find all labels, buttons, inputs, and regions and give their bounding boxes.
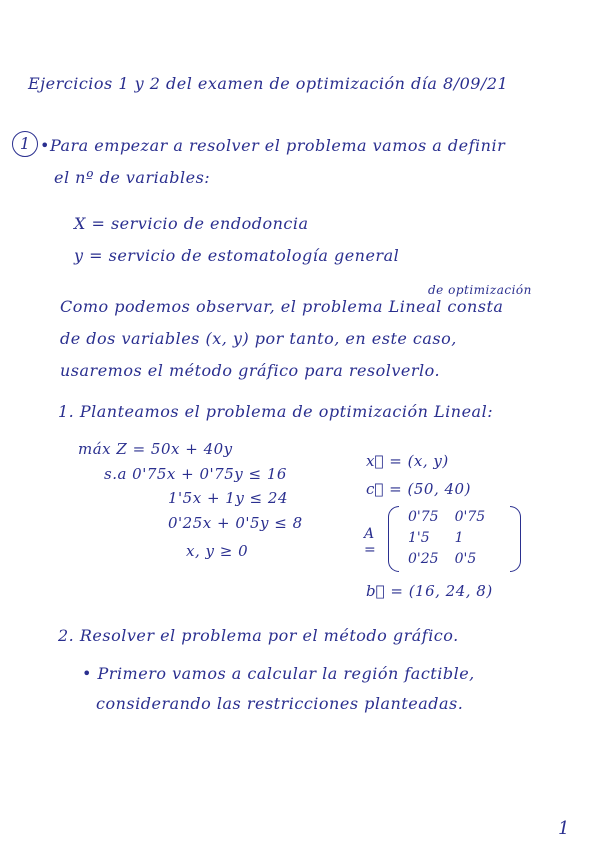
intro-line-2: el nº de variables:: [54, 168, 211, 187]
constraint-1: s.a 0'75x + 0'75y ≤ 16: [104, 465, 287, 483]
matrix-cell: 0'75: [454, 508, 486, 525]
exercise-number: 1: [12, 131, 38, 157]
matrix-cell: 0'25: [408, 550, 439, 567]
method-line-1: Como podemos observar, el problema Lineal consta: [60, 297, 504, 316]
bullet-line-1: • Primero vamos a calcular la región factible,: [82, 664, 475, 683]
step-1-heading: 1. Planteamos el problema de optimización Lineal:: [58, 402, 494, 421]
variable-y-definition: y = servicio de estomatología general: [74, 246, 400, 265]
matrix-cell: 0'75: [408, 508, 439, 525]
matrix-a-label: A =: [364, 526, 376, 558]
method-line-2: de dos variables (x, y) por tanto, en este caso,: [60, 329, 457, 348]
intro-line-1: •Para empezar a resolver el problema vamos a definir: [40, 136, 506, 155]
step-2-heading: 2. Resolver el problema por el método gráfico.: [58, 626, 459, 645]
variable-x-definition: X = servicio de endodoncia: [74, 214, 309, 233]
non-negativity: x, y ≥ 0: [186, 542, 249, 560]
constraint-3: 0'25x + 0'5y ≤ 8: [168, 514, 303, 532]
vector-b: b⃗ = (16, 24, 8): [366, 582, 493, 600]
constraint-2: 1'5x + 1y ≤ 24: [168, 489, 288, 507]
matrix-a-table: [400, 506, 493, 569]
right-bracket: [510, 506, 521, 572]
superscript-note: de optimización: [428, 283, 532, 297]
matrix-cell: 1: [454, 529, 464, 546]
page-number: 1: [558, 818, 570, 839]
bullet-line-2: considerando las restricciones planteadas.: [96, 694, 464, 713]
matrix-row: [400, 506, 493, 527]
vector-c: c⃗ = (50, 40): [366, 480, 471, 498]
method-line-3: usaremos el método gráfico para resolverlo.: [60, 361, 441, 380]
matrix-row: [400, 527, 493, 548]
matrix-cell: 0'5: [454, 550, 477, 567]
matrix-cell: 1'5: [408, 529, 430, 546]
matrix-row: [400, 548, 493, 569]
vector-x: x⃗ = (x, y): [366, 452, 449, 470]
left-bracket: [388, 506, 399, 572]
objective-function: máx Z = 50x + 40y: [78, 440, 233, 458]
page-title: Ejercicios 1 y 2 del examen de optimización día 8/09/21: [28, 74, 509, 93]
